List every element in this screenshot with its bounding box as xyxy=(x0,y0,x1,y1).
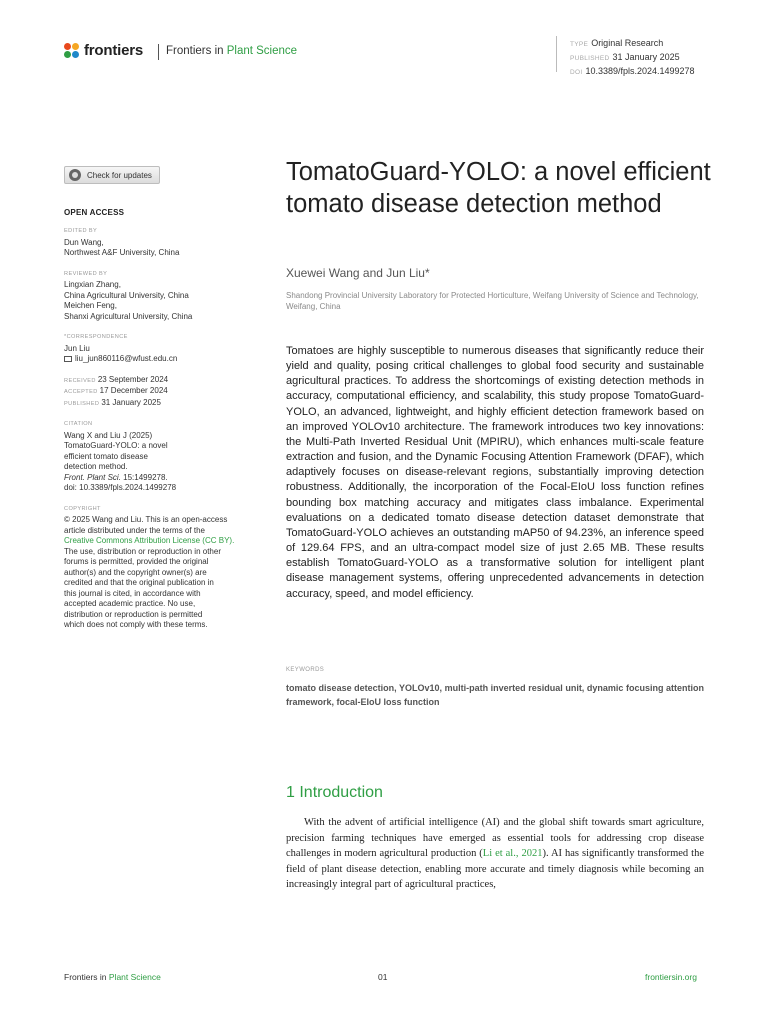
header-divider xyxy=(158,44,159,60)
check-for-updates-button[interactable] xyxy=(64,166,160,184)
page-number: 01 xyxy=(378,972,388,982)
check-updates-icon xyxy=(69,169,81,181)
correspondence-email-link[interactable]: liu_jun860116@wfust.edu.cn xyxy=(64,354,264,365)
article-authors: Xuewei Wang and Jun Liu* xyxy=(286,266,430,280)
date-accepted: ACCEPTED 17 December 2024 xyxy=(64,386,168,395)
citation-link[interactable]: Li et al., 2021 xyxy=(482,848,543,859)
journal-title: Plant Science xyxy=(226,45,298,57)
citation-doi[interactable]: doi: 10.3389/fpls.2024.1499278 xyxy=(64,483,177,492)
mail-icon xyxy=(64,356,72,362)
introduction-paragraph: With the advent of artificial intelligence (AI) and the global shift towards smart agriculture, precision farming techniques have emerged as essential tools for addressing crop disease challenges in modern agricultural production (Li et al., 2021). AI has significantly transformed the field of plant disease detection, enabling more accurate and timely diagnosis while becoming an increasingly integral part of agricultural practices, xyxy=(286,817,704,890)
meta-doi[interactable]: DOI 10.3389/fpls.2024.1499278 xyxy=(570,66,695,76)
journal-name[interactable] xyxy=(166,45,297,57)
frontiers-logo[interactable] xyxy=(64,42,143,59)
meta-divider xyxy=(556,36,557,72)
correspondence-section: *CORRESPONDENCE Jun Liu liu_jun860116@wfust.edu.cn xyxy=(64,332,264,365)
author-affiliation: Shandong Provincial University Laboratory for Protected Horticulture, Weifang University of Science and Technology, Weifang, China xyxy=(286,291,699,311)
keywords-text: tomato disease detection, YOLOv10, multi-path inverted residual unit, dynamic focusing attention framework, focal-EIoU loss function xyxy=(286,683,704,707)
dates-section xyxy=(64,375,264,410)
keywords-label: KEYWORDS xyxy=(286,667,325,673)
footer-site-link[interactable]: frontiersin.org xyxy=(645,972,697,982)
frontiers-logo-icon xyxy=(64,43,80,59)
article-meta xyxy=(570,37,695,79)
reviewed-by-section: REVIEWED BY Lingxian Zhang, China Agricultural University, China Meichen Feng, Shanxi Agricultural University, China xyxy=(64,270,193,321)
article-title: TomatoGuard-YOLO: a novel efficient tomato disease detection method xyxy=(286,158,711,218)
meta-published: PUBLISHED 31 January 2025 xyxy=(570,52,680,62)
journal-prefix: Frontiers in xyxy=(166,45,224,57)
meta-type: TYPE Original Research xyxy=(570,38,664,48)
footer-journal[interactable]: Frontiers in Plant Science xyxy=(64,972,161,982)
copyright-section: COPYRIGHT © 2025 Wang and Liu. This is an open-access article distributed under the terms of the Creative Commons Attribution License (CC BY). The use, distribution or reproduction in other forums is permitted, provided the original author(s) and the copyright owner(s) are credited and that the original publication in this journal is cited, in accordance with accepted academic practice. No use, distribution or reproduction is permitted which does not comply with these terms. xyxy=(64,504,264,631)
edited-by-section: EDITED BY Dun Wang, Northwest A&F University, China xyxy=(64,228,180,257)
brand-name: frontiers xyxy=(84,42,144,59)
abstract-text: Tomatoes are highly susceptible to numerous diseases that significantly reduce their yield and quality, posing critical challenges to global food security and sustainable agricultural practices. To address the shortcomings of existing detection methods in accuracy, computational efficiency, and scalability, this study propose TomatoGuard-YOLO, an advanced, lightweight, and highly efficient detection framework based on an improved YOLOv10 architecture. The framework introduces two key innovations: the Multi-Path Inverted Residual Unit (MPIRU), which enhances multi-scale feature extraction and fusion, and the Dynamic Focusing Attention Framework (DFAF), which adaptively focuses on disease-relevant regions, substantially improving detection robustness. Additionally, the incorporation of the Focal-EIoU loss function refines bounding box matching accuracy and mitigates class imbalance. Experimental evaluations on a dedicated tomato disease detection dataset demonstrate that TomatoGuard-YOLO achieves an outstanding mAP50 of 94.23%, an inference speed of 129.64 FPS, and an ultra-compact model size of just 2.65 MB. These results establish TomatoGuard-YOLO as a transformative solution for intelligent plant disease management systems, offering unprecedented advancements in detection accuracy, speed, and model efficiency. xyxy=(286,345,704,600)
date-received: RECEIVED 23 September 2024 xyxy=(64,374,169,384)
date-published: PUBLISHED 31 January 2025 xyxy=(64,397,161,407)
open-access-label: OPEN ACCESS xyxy=(64,208,125,217)
correspondence-name: Jun Liu xyxy=(64,343,90,353)
citation-section: CITATION Wang X and Liu J (2025) TomatoGuard-YOLO: a novel efficient tomato disease detection method. Front. Plant Sci. 15:1499278. doi: 10.3389/fpls.2024.1499278 xyxy=(64,419,264,494)
section-heading-introduction: 1 Introduction xyxy=(286,784,383,801)
check-updates-label: Check for updates xyxy=(87,170,152,180)
sidebar-info xyxy=(64,226,264,641)
cc-license-link[interactable]: Creative Commons Attribution License (CC BY). xyxy=(64,536,235,545)
